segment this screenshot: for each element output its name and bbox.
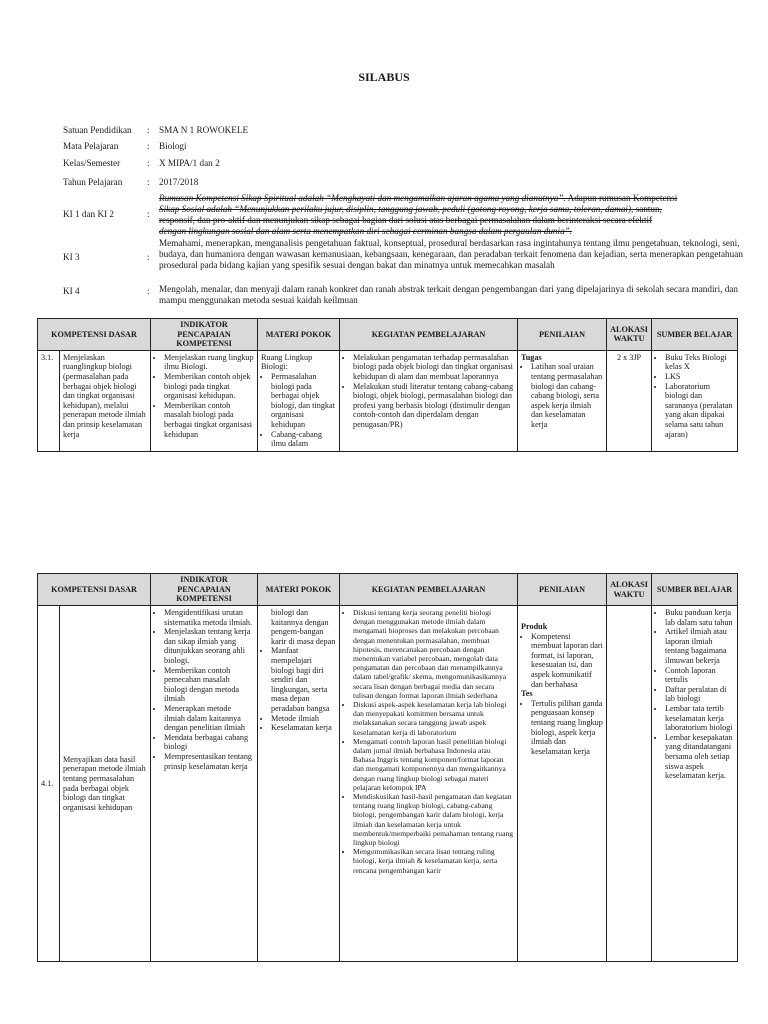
header-alokasi: ALOKASI WAKTU: [607, 319, 652, 351]
kd-text: Menyajikan data hasil penerapan metode ilmiah tentang permasalahan pada berbagai objek biologi dan tingkat organisasi kehidupan: [60, 606, 151, 962]
header-materi: MATERI POKOK: [258, 319, 340, 351]
info-label: KI 3: [63, 252, 80, 262]
ki-3-text: Memahami, menerapkan, menganalisis pengetahuan faktual, konseptual, prosedural berdasarkan rasa ingintahunya tentang ilmu pengetahuan, teknologi, seni, budaya, dan humaniora dengan wawasan kemanusiaan, kebangsaan, kenegaraan, dan peradaban terkait fenomena dan kejadian, serta menerapkan pengetahuan prosedural pada bidang kajian yang spesifik sesuai dengan bakat dan minatnya untuk memecahkan masalah: [159, 238, 743, 270]
info-label: KI 1 dan KI 2: [63, 209, 115, 219]
ipk-cell: • Menjelaskan ruang lingkup ilmu Biologi. • Memberikan contoh objek biologi pada tingkat organisasi kehidupan. • Memberikan contoh masalah biologi pada berbagai tingkat organisasi kehidupan: [151, 350, 258, 451]
info-value: Biologi: [159, 141, 187, 151]
penilaian-cell: Tugas • Latihan soal uraian tentang permasalahan biologi dan cabang-cabang biologi, serta aspek kerja ilmiah dan keselamatan kerja: [518, 350, 607, 451]
header-sumber: SUMBER BELAJAR: [652, 319, 738, 351]
info-value: SMA N 1 ROWOKELE: [159, 125, 249, 135]
alokasi-cell: 2 x 3JP: [607, 350, 652, 451]
table-row: [38, 350, 738, 451]
table-row: [38, 606, 738, 962]
info-label: KI 4: [63, 286, 80, 296]
header-kegiatan: KEGIATAN PEMBELAJARAN: [340, 319, 518, 351]
header-ipk: INDIKATOR PENCAPAIAN KOMPETENSI: [151, 574, 258, 606]
alokasi-cell: [607, 606, 652, 962]
kegiatan-cell: • Diskusi tentang kerja seorang peneliti biologi dengan menggunakan metode ilmiah dalam mengamati bioproses dan melakukan percobaan dengan menentukan permasalahan, membuat hipotesis, merencanakan percobaan dengan menentukan variabel percobaan, mengolah data pengamatan dan percobaan dan menampilkannya dalam tabel/grafik/ skema, mengomunikasikannya secara lisan dengan berbagai media dan secara tulisan dengan format laporan ilmiah sederhana • Diskusi aspek-aspek keselamatan kerja lab biologi dan menyepakati komitmen bersama untuk melaksanakan secara tanggung jawab aspek keselamatan kerja di laboratorium • Mengamati contoh laporan hasil penelitian biologi dalam jurnal ilmiah berbahasa Indonesia atau Bahasa Inggris tentang komponen/format laporan dan mengamati komponennya dan mengaitkannya dengan ruang lingkup biologi sebagai materi pelajaran kelompok IPA • Mendiskusikan hasil-hasil pengamatan dan kegiatan tentang ruang lingkup biologi, cabang-cabang biologi, pengembangan karir dalam biologi, kerja ilmiah dan keselamatan kerja untuk membentuk/memperbaiki pemahaman tentang ruang lingkup biologi • Mengomunikasikan secara lisan tentang ruling biologi, kerja ilmiah & keselamatan kerja, serta rencana pengembangan karir: [340, 606, 518, 962]
header-materi: MATERI POKOK: [258, 574, 340, 606]
info-label: Tahun Pelajaran: [63, 177, 123, 187]
syllabus-table: [37, 318, 738, 452]
kd-number: 3.1.: [38, 350, 60, 451]
kd-number: 4.1.: [38, 606, 60, 962]
info-value: X MIPA/1 dan 2: [159, 158, 220, 168]
header-penilaian: PENILAIAN: [518, 574, 607, 606]
kegiatan-cell: • Melakukan pengamatan terhadap permasalahan biologi pada objek biologi dan tingkat organisasi kehidupan di alam dan membuat laporannya • Melakukan studi literatur tentang cabang-cabang biologi, objek biologi, permasalahan biologi dan profesi yang berbasis biologi (distimulir dengan contoh-contoh dan diperdalam dengan penugasan/PR): [340, 350, 518, 451]
header-penilaian: PENILAIAN: [518, 319, 607, 351]
sumber-cell: • Buku panduan kerja lab dalam satu tahun • Artikel ilmiah atau laporan ilmiah tentang bagaimana ilmuwan bekerja • Contoh laporan tertulis • Daftar peralatan di lab biologi • Lembar tata tertib keselamatan kerja laboratorium biologi • Lembar kesepakatan yang ditandatangani bersama oleh setiap siswa aspek keselamatan kerja.: [652, 606, 738, 962]
ki-1-2-text: Rumusan Kompetensi Sikap Spiritual adalah “Menghayati dan mengamalkan ajaran agama yang dianutnya”. Adapun rumusan Kompetensi Sikap Sosial adalah “Menunjukkan perilaku jujur, disiplin, tanggung jawab, peduli (gotong royong, kerja sama, toleran, damai), santun, responsif, dan pro-aktif dan menunjukan sikap sebagai bagian dari solusi atas berbagai permasalahan dalam berinteraksi secara efektif dengan lingkungan sosial dan alam serta menempatkan diri sebagai cerminan bangsa dalam pergaulan dunia”.: [159, 193, 678, 236]
syllabus-table-page-2: [37, 573, 738, 962]
kd-text: Menjelaskan ruanglingkup biologi (permasalahan pada berbagai objek biologi dan tingkat organisasi kehidupan), melalui penerapan metode ilmiah dan prinsip keselamatan kerja: [60, 350, 151, 451]
header-kd: KOMPETENSI DASAR: [38, 574, 151, 606]
header-alokasi: ALOKASI WAKTU: [607, 574, 652, 606]
info-label: Kelas/Semester: [63, 158, 121, 168]
header-kd: KOMPETENSI DASAR: [38, 319, 151, 351]
info-value: 2017/2018: [159, 177, 199, 187]
materi-cell: Ruang Lingkup Biologi: • Permasalahan biologi pada berbagai objek biologi, dan tingkat organisasi kehidupan • Cabang-cabang ilmu dalam: [258, 350, 340, 451]
header-ipk: INDIKATOR PENCAPAIAN KOMPETENSI: [151, 319, 258, 351]
info-label: Mata Pelajaran: [63, 141, 119, 151]
page-title: SILABUS: [358, 70, 410, 84]
sumber-cell: • Buku Teks Biologi kelas X • LKS • Laboratorium biologi dan sarananya (peralatan yang akan dipakai selama satu tahun ajaran): [652, 350, 738, 451]
info-label: Satuan Pendidikan: [63, 125, 132, 135]
penilaian-cell: Produk • Kompetensi membuat laporan dari format, isi laporan, kesesuaian isi, dan aspek komunikatif dan berbahasa Tes • Tertulis pilihan ganda penguasaan konsep tentang ruang lingkup biologi, aspek kerja ilmiah dan keselamatan kerja: [518, 606, 607, 962]
syllabus-table-page-1: [37, 318, 739, 456]
ipk-cell: • Mengidentifikasi urutan sistematika metoda ilmiah. • Menjelaskan tentang kerja dan sikap ilmiah yang ditunjukkan seorang ahli biologi. • Memberikan contoh pemecahan masalah biologi dengan metoda ilmiah • Menerapkan metode ilmiah dalam kaitannya dengan penelitian ilmiah • Mendata berbagai cabang biologi • Mempresentasikan tentang prinsip keselamatan kerja: [151, 606, 258, 962]
header-sumber: SUMBER BELAJAR: [652, 574, 738, 606]
ki-4-text: Mengolah, menalar, dan menyaji dalam ranah konkret dan ranah abstrak terkait dengan pengembangan dari yang dipelajarinya di sekolah secara mandiri, dan mampu menggunakan metoda sesuai kaidah keilmuan: [159, 284, 738, 305]
materi-cell: biologi dan kaitannya dengan pengem-bangan karir di masa depan • Manfaat mempelajari biologi bagi diri sendiri dan lingkungan, serta masa depan peradaban bangsa • Metode ilmiah • Keselamatan kerja: [258, 606, 340, 962]
header-kegiatan: KEGIATAN PEMBELAJARAN: [340, 574, 518, 606]
